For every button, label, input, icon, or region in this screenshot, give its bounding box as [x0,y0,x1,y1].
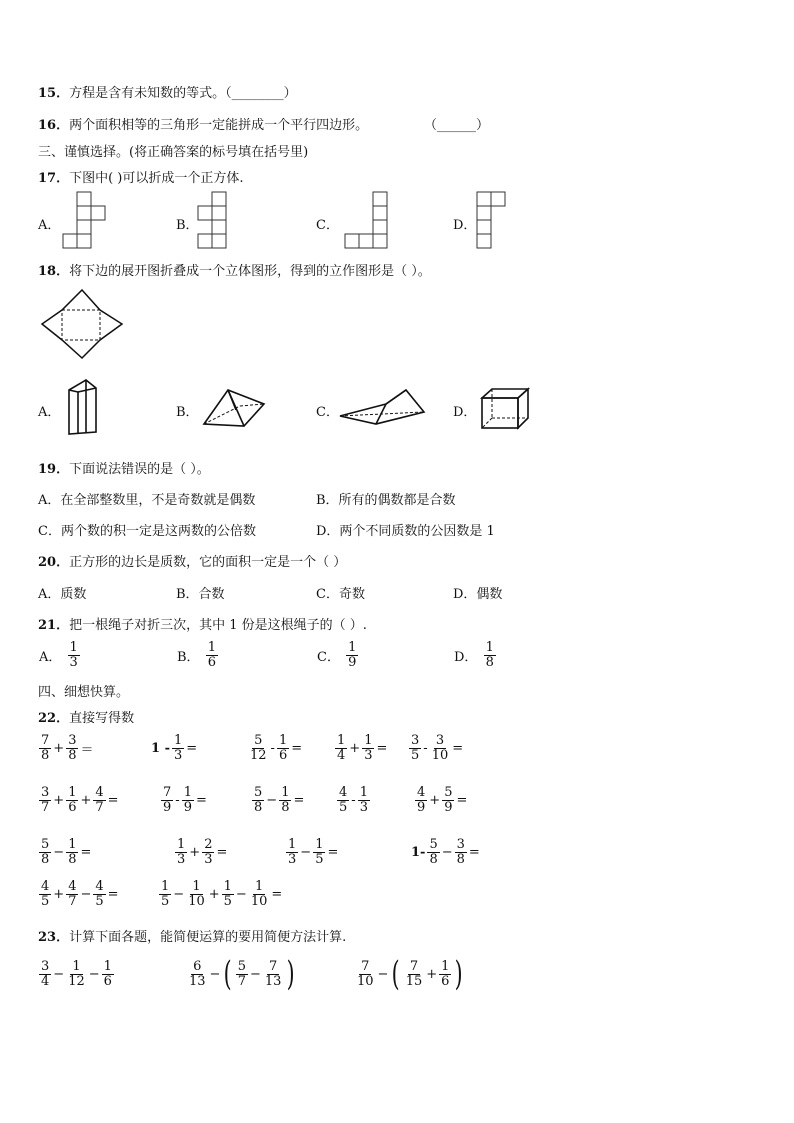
denominator: 10 [188,894,205,909]
fraction [415,786,427,815]
option-label: D． [454,650,478,665]
fraction [206,641,218,670]
fraction [249,880,270,909]
question-text: 计算下面各题，能简便运算的要用简便方法计算. [69,930,347,945]
question-text: 下面说法错误的是（ ）。 [69,462,210,477]
question-number: 23． [38,930,70,945]
question-16 [38,114,368,133]
math-expression [408,734,464,763]
numerator: 1 [223,879,232,894]
math-expression [38,786,120,815]
question-number: 20． [38,555,70,570]
option-d[interactable] [453,641,497,670]
fraction [404,960,425,989]
numerator: 1 [281,785,290,800]
operator: + [53,887,65,902]
fraction [313,838,325,867]
fraction [263,960,284,989]
question-text: 下图中( )可以折成一个正方体. [69,171,244,186]
operator: − [377,966,389,982]
cube-figure-d [478,386,532,432]
fraction [66,734,78,763]
fraction [161,786,173,815]
operator: − [88,967,100,982]
denominator: 8 [41,852,50,867]
pyramid-figure-b [200,386,270,430]
option-d[interactable]: D．偶数 [453,587,503,602]
left-paren: ( [392,954,401,994]
denominator: 3 [359,800,368,815]
fraction [355,960,376,989]
option-a-label[interactable]: A． [38,218,61,233]
operator: − [53,967,65,982]
numerator: 4 [68,879,77,894]
numerator: 3 [68,733,77,748]
numerator: 4 [41,879,50,894]
pyramid-net-figure [40,288,126,360]
denominator: 3 [364,748,373,763]
numerator: 7 [163,785,172,800]
operator: − [80,887,92,902]
math-expression [334,734,388,763]
denominator: 5 [95,894,104,909]
fraction [93,786,105,815]
left-paren: ( [224,954,233,994]
denominator: 6 [103,974,112,989]
fraction [66,960,87,989]
math-expression [414,786,468,815]
denominator: 8 [485,655,494,670]
right-paren: ) [287,954,296,994]
question-number: 19． [38,462,70,477]
denominator: 5 [161,894,170,909]
numerator: 1 [315,837,324,852]
prefix-term: 1 - [151,741,170,756]
math-expression [247,734,303,763]
equals-sign: = [186,741,198,756]
question-text: 直接写得数 [69,711,135,726]
numerator: 7 [409,958,419,974]
section-3-heading: 三、谨慎选择。(将正确答案的标号填在括号里) [38,145,309,160]
question-22 [38,707,134,726]
operator: - [270,741,275,756]
numerator: 5 [254,785,263,800]
equals-sign: = [327,845,339,860]
question-text: 将下边的展开图折叠成一个立体图形，得到的立作图形是（ ）。 [69,264,431,279]
fraction [187,960,208,989]
option-c-label[interactable]: C． [316,405,339,420]
question-15 [38,82,297,101]
denominator: 13 [189,973,206,989]
denominator: 9 [348,655,357,670]
option-c[interactable]: C．奇数 [316,587,365,602]
question-number: 16． [38,118,70,133]
fraction [175,838,187,867]
option-d[interactable]: D．两个不同质数的公因数是 1 [316,524,495,539]
section-4-heading: 四、细想快算。 [38,685,130,700]
equals-sign: = [291,741,303,756]
fraction [409,734,421,763]
numerator: 7 [41,733,50,748]
denominator: 3 [69,655,78,670]
question-number: 15． [38,86,70,101]
denominator: 9 [417,800,426,815]
denominator: 5 [315,852,324,867]
fraction [39,786,51,815]
calc-expression-2 [186,954,298,994]
option-a[interactable]: A．质数 [38,587,87,602]
fraction [430,734,451,763]
equals-sign: = [452,741,464,756]
numerator: 1 [348,640,357,655]
cube-net-a [60,191,110,251]
option-b[interactable]: B．所有的偶数都是合数 [316,493,456,508]
question-text: 方程是含有未知数的等式。（ [69,86,232,101]
operator: - [423,741,428,756]
numerator: 1 [69,640,78,655]
numerator: 6 [193,958,202,974]
numerator: 3 [41,785,50,800]
fraction [442,786,454,815]
math-expression [410,838,481,867]
numerator: 1 [288,837,297,852]
numerator: 3 [411,733,420,748]
numerator: 1 [337,733,346,748]
math-expression [38,734,94,763]
question-20 [38,551,346,570]
fraction [182,786,194,815]
fraction [39,838,51,867]
math-expression [158,880,283,909]
denominator: 7 [68,894,77,909]
fraction [66,880,78,909]
denominator: 8 [281,800,290,815]
denominator: 9 [444,800,453,815]
numerator: 3 [41,959,50,974]
operator: + [349,741,361,756]
question-number: 18． [38,264,70,279]
operator: − [209,966,221,982]
denominator: 13 [264,973,282,989]
option-b-label[interactable]: B． [176,218,199,233]
fraction [358,786,370,815]
denominator: 8 [254,800,263,815]
denominator: 5 [41,894,50,909]
answer-blank[interactable]: （______） [424,118,490,133]
option-d-label[interactable]: D． [453,218,477,233]
operator: + [429,793,441,808]
math-expression [285,838,339,867]
equals-sign: = [80,845,92,860]
denominator: 3 [173,748,183,763]
option-label: C． [317,650,340,665]
denominator: 5 [223,894,232,909]
denominator: 3 [204,852,213,867]
equals-sign: = [107,887,119,902]
close-paren: ） [283,86,297,101]
denominator: 9 [163,800,172,815]
fraction [39,880,51,909]
denominator: 3 [288,852,297,867]
option-c-label[interactable]: C． [316,218,339,233]
fraction [172,734,184,763]
option-d-label[interactable]: D． [453,405,477,420]
denominator: 12 [68,974,85,989]
numerator: 2 [204,837,213,852]
operator: − [235,887,247,902]
option-b[interactable] [176,641,219,670]
fraction [236,960,248,989]
numerator: 4 [417,785,426,800]
equals-sign: = [271,887,283,902]
numerator: 1 [68,785,77,800]
fraction [439,960,451,989]
fraction [484,641,496,670]
option-a-label[interactable]: A． [38,405,61,420]
operator: + [426,966,438,982]
option-a[interactable] [38,641,81,670]
option-a[interactable]: A．在全部整数里，不是奇数就是偶数 [38,493,256,508]
prefix-term: 1- [411,845,426,860]
denominator: 12 [250,748,267,763]
cube-net-c [340,191,400,251]
operator: − [300,845,312,860]
operator: − [53,845,65,860]
fraction [346,641,358,670]
denominator: 8 [41,748,50,763]
fraction [279,786,291,815]
numerator: 1 [103,959,112,974]
numerator: 7 [361,958,370,974]
fraction [362,734,374,763]
option-c[interactable] [316,641,359,670]
cube-net-b [197,191,237,251]
fraction [222,880,234,909]
calc-expression-3 [354,954,466,994]
question-23 [38,926,346,945]
numerator: 1 [207,640,216,655]
numerator: 1 [173,733,183,748]
equals-sign: = [293,793,305,808]
numerator: 1 [177,837,186,852]
numerator: 1 [278,733,288,748]
denominator: 8 [68,852,77,867]
math-expression [38,838,92,867]
numerator: 3 [435,733,445,748]
denominator: 7 [237,973,246,989]
fraction [66,838,78,867]
fraction [335,734,347,763]
numerator: 4 [95,879,104,894]
math-expression [38,880,120,909]
math-expression [251,786,305,815]
math-expression [150,734,198,763]
numerator: 1 [441,958,450,974]
denominator: 8 [68,748,77,763]
operator: + [80,793,92,808]
numerator: 4 [95,785,104,800]
denominator: 15 [405,973,423,989]
operator: − [441,845,453,860]
denominator: 8 [456,852,465,867]
fraction [66,786,78,815]
operator: - [351,793,356,808]
numerator: 1 [192,879,201,894]
question-18 [38,260,431,279]
denominator: 10 [357,973,374,989]
fraction [252,786,264,815]
denominator: 6 [68,800,77,815]
equals-sign: ＝ [80,743,94,758]
operator: + [53,793,65,808]
denominator: 8 [429,852,438,867]
numerator: 4 [339,785,348,800]
numerator: 1 [72,959,81,974]
numerator: 5 [41,837,50,852]
fraction [39,960,51,989]
numerator: 5 [429,837,438,852]
denominator: 4 [41,974,50,989]
question-text: 正方形的边长是质数，它的面积一定是一个（ ） [69,555,347,570]
fraction [277,734,289,763]
operator: + [208,887,220,902]
operator: − [250,966,261,982]
question-text: 把一根绳子对折三次，其中 1 份是这根绳子的（ ）. [69,618,367,633]
question-number: 21． [38,618,70,633]
numerator: 1 [254,879,264,894]
calc-expression-1 [38,960,115,989]
equals-sign: = [107,793,119,808]
denominator: 3 [177,852,186,867]
fraction [159,880,171,909]
numerator: 1 [364,733,373,748]
numerator: 1 [68,837,77,852]
denominator: 6 [441,973,450,989]
numerator: 5 [237,958,246,974]
operator: - [175,793,180,808]
denominator: 5 [411,748,420,763]
numerator: 5 [444,785,453,800]
fraction [248,734,269,763]
prism-figure-a [66,378,102,438]
numerator: 1 [161,879,170,894]
option-b[interactable]: B．合数 [176,587,225,602]
operator: + [53,741,65,756]
denominator: 6 [207,655,216,670]
question-17 [38,167,244,186]
cube-net-d [474,191,514,251]
fraction [427,838,439,867]
answer-blank[interactable]: ________ [231,86,284,101]
math-expression [336,786,371,815]
math-expression [160,786,208,815]
question-text: 两个面积相等的三角形一定能拼成一个平行四边形。 [69,118,369,133]
operator: − [266,793,278,808]
denominator: 7 [95,800,104,815]
question-number: 17． [38,171,70,186]
operator: + [189,845,201,860]
fraction [286,838,298,867]
equals-sign: = [456,793,468,808]
option-label: A． [39,650,62,665]
equals-sign: = [468,845,480,860]
fraction [455,838,467,867]
denominator: 6 [278,748,288,763]
denominator: 10 [431,748,449,763]
numerator: 5 [254,733,263,748]
option-label: B． [177,650,200,665]
question-19 [38,458,210,477]
numerator: 1 [183,785,192,800]
denominator: 10 [250,894,268,909]
fraction [68,641,80,670]
numerator: 3 [456,837,465,852]
question-number: 22． [38,711,70,726]
fraction [186,880,207,909]
option-c[interactable]: C．两个数的积一定是这两数的公倍数 [38,524,256,539]
equals-sign: = [216,845,228,860]
equals-sign: = [195,793,207,808]
denominator: 4 [337,748,346,763]
fraction [93,880,105,909]
prism-figure-c [336,386,428,430]
denominator: 5 [339,800,348,815]
question-21 [38,614,367,633]
operator: − [173,887,185,902]
option-b-label[interactable]: B． [176,405,199,420]
fraction [337,786,349,815]
equals-sign: = [376,741,388,756]
denominator: 9 [183,800,192,815]
numerator: 1 [485,640,494,655]
denominator: 7 [41,800,50,815]
fraction [39,734,51,763]
math-expression [174,838,228,867]
numerator: 7 [269,958,278,974]
fraction [202,838,214,867]
right-paren: ) [455,954,464,994]
fraction [102,960,114,989]
numerator: 1 [359,785,368,800]
